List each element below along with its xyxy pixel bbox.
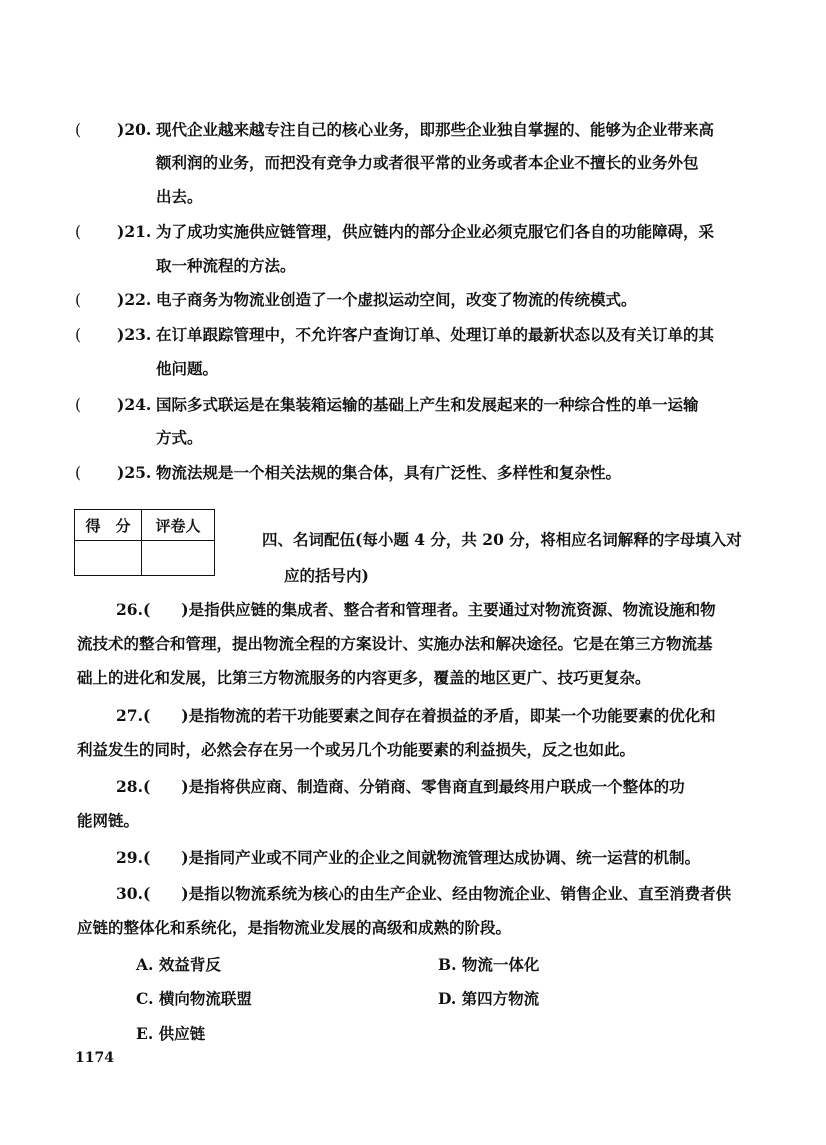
question-text: 在订单跟踪管理中，不允许客户查询订单、处理订单的最新状态以及有关订单的其 <box>156 325 715 344</box>
question-number: )25. <box>117 463 152 482</box>
answer-paren: ( <box>75 121 82 139</box>
question-text: 他问题。 <box>156 359 219 378</box>
question-text: 现代企业越来越专注自己的核心业务，即那些企业独自掌握的、能够为企业带来高 <box>156 120 715 139</box>
question-text: 26.( )是指供应链的集成者、整合者和管理者。主要通过对物流资源、物流设施和物 <box>116 600 716 619</box>
question-text: 27.( )是指物流的若干功能要素之间存在着损益的矛盾，即某一个功能要素的优化和 <box>116 706 716 725</box>
question-text: 额利润的业务，而把没有竞争力或者很平常的业务或者本企业不擅长的业务外包 <box>156 153 699 172</box>
question-number: )20. <box>117 120 152 139</box>
question-text: 30.( )是指以物流系统为核心的由生产企业、经由物流企业、销售企业、直至消费者供 <box>116 884 732 903</box>
question-number: )21. <box>117 222 152 241</box>
grader-cell[interactable] <box>142 541 215 576</box>
answer-paren: ( <box>75 223 82 241</box>
answer-paren: ( <box>75 396 82 414</box>
question-number: )23. <box>117 325 152 344</box>
question-text: 能网链。 <box>77 811 140 830</box>
option-b: B. 物流一体化 <box>438 955 540 974</box>
option-d: D. 第四方物流 <box>438 989 540 1008</box>
answer-paren: ( <box>75 326 82 344</box>
question-text: 28.( )是指将供应商、制造商、分销商、零售商直到最终用户联成一个整体的功 <box>116 777 685 796</box>
score-table <box>74 509 215 576</box>
question-text: 出去。 <box>156 187 203 206</box>
page-number: 1174 <box>75 1050 114 1066</box>
question-text: 流技术的整合和管理，提出物流全程的方案设计、实施办法和解决途径。它是在第三方物流基 <box>77 634 713 653</box>
question-text: 为了成功实施供应链管理，供应链内的部分企业必须克服它们各自的功能障碍，采 <box>156 222 715 241</box>
answer-paren: ( <box>75 291 82 309</box>
question-text: 应链的整体化和系统化，是指物流业发展的高级和成熟的阶段。 <box>77 918 512 937</box>
section-title-line: 应的括号内) <box>284 566 369 585</box>
grader-header: 评卷人 <box>142 510 215 541</box>
question-text: 方式。 <box>156 428 203 447</box>
answer-paren: ( <box>75 464 82 482</box>
question-number: )22. <box>117 290 152 309</box>
option-e: E. 供应链 <box>136 1024 206 1043</box>
question-text: 电子商务为物流业创造了一个虚拟运动空间，改变了物流的传统模式。 <box>156 290 637 309</box>
question-text: 础上的进化和发展，比第三方物流服务的内容更多，覆盖的地区更广、技巧更复杂。 <box>77 668 651 687</box>
score-cell[interactable] <box>75 541 142 576</box>
question-number: )24. <box>117 395 152 414</box>
section-title-line: 四、名词配伍(每小题 4 分，共 20 分，将相应名词解释的字母填入对 <box>262 530 742 549</box>
option-c: C. 横向物流联盟 <box>136 989 252 1008</box>
option-a: A. 效益背反 <box>136 955 221 974</box>
question-text: 取一种流程的方法。 <box>156 256 296 275</box>
question-text: 物流法规是一个相关法规的集合体，具有广泛性、多样性和复杂性。 <box>156 463 622 482</box>
question-text: 29.( )是指同产业或不同产业的企业之间就物流管理达成协调、统一运营的机制。 <box>116 848 701 867</box>
question-text: 国际多式联运是在集装箱运输的基础上产生和发展起来的一种综合性的单一运输 <box>156 395 699 414</box>
score-header: 得 分 <box>75 510 142 541</box>
question-text: 利益发生的同时，必然会存在另一个或另几个功能要素的利益损失，反之也如此。 <box>77 740 636 759</box>
